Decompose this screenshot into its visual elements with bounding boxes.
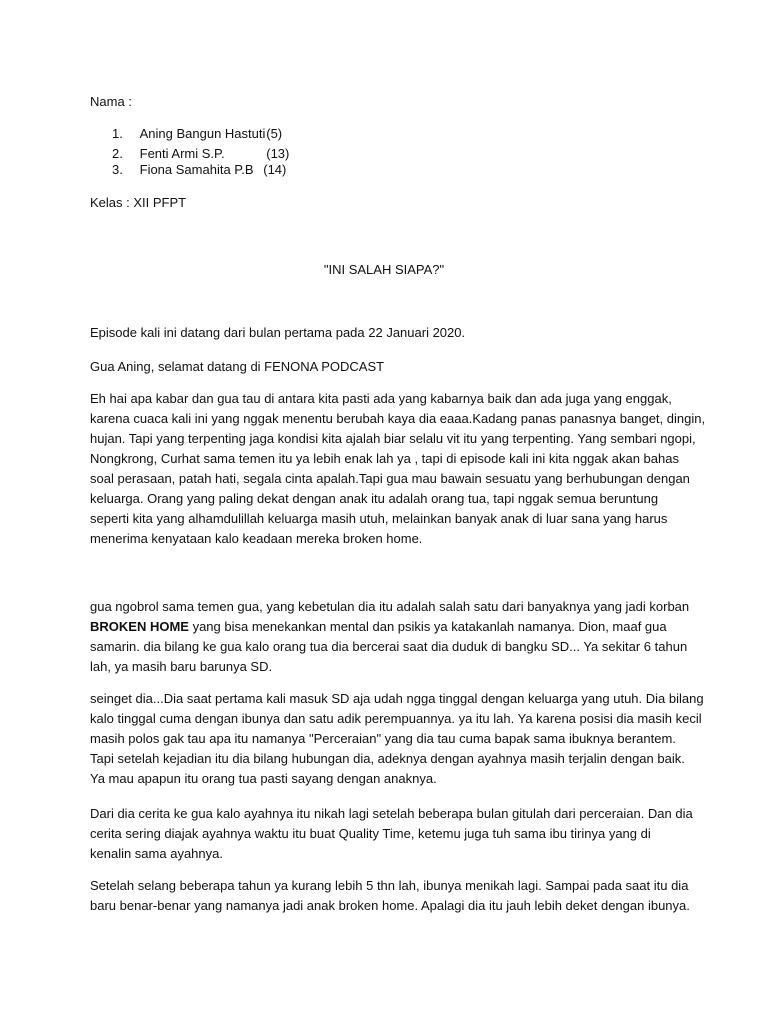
- text-line: cerita sering diajak ayahnya waktu itu buat Quality Time, ketemu juga tuh sama ibu tirinya yang di: [90, 826, 651, 841]
- text-line: kalo tinggal cuma dengan ibunya dan satu adik perempuannya. ya itu lah. Ya karena posisi dia masih kecil: [90, 711, 702, 726]
- text-line: hujan. Tapi yang terpenting jaga kondisi kita ajalah biar selalu vit itu yang terpenting. Yang sembari ngopi,: [90, 431, 696, 446]
- text-line: menerima kenyataan kalo keadaan mereka broken home.: [90, 531, 423, 546]
- text-line: Eh hai apa kabar dan gua tau di antara kita pasti ada yang kabarnya baik dan ada juga yang enggak,: [90, 391, 672, 406]
- text-line: samarin. dia bilang ke gua kalo orang tua dia bercerai saat dia duduk di bangku SD... Ya sekitar 6 tahun: [90, 639, 688, 654]
- text-line: Ya mau apapun itu orang tua pasti sayang dengan anaknya.: [90, 771, 437, 786]
- text-line: Dari dia cerita ke gua kalo ayahnya itu nikah lagi setelah beberapa bulan gitulah dari perceraian. Dan dia: [90, 806, 693, 821]
- text-line: soal perasaan, patah hati, segala cinta apalah.Tapi gua mau bawain sesuatu yang berhubungan dengan: [90, 471, 690, 486]
- member-absen: (13): [266, 146, 290, 161]
- text-line: gua ngobrol sama temen gua, yang kebetulan dia itu adalah salah satu dari banyaknya yang jadi korban: [90, 599, 690, 614]
- member-absen: (5): [266, 126, 283, 141]
- text-line: Tapi setelah kejadian itu dia bilang hubungan dia, adeknya dengan ayahnya masih terjalin dengan baik.: [90, 751, 685, 766]
- member-absen: (14): [263, 162, 287, 177]
- class-line: Kelas : XII PFPT: [90, 195, 187, 210]
- member-name: Fenti Armi S.P.: [139, 146, 225, 161]
- text-line: [90, 617, 667, 637]
- member-item: [112, 124, 282, 144]
- member-number: 2.: [112, 146, 123, 161]
- text-line: lah, ya masih baru barunya SD.: [90, 659, 273, 674]
- text-line: Setelah selang beberapa tahun ya kurang lebih 5 thn lah, ibunya menikah lagi. Sampai pada saat itu dia: [90, 878, 689, 893]
- member-number: 1.: [112, 126, 123, 141]
- member-name: Fiona Samahita P.B: [139, 162, 254, 177]
- text-line: seperti kita yang alhamdulillah keluarga masih utuh, melainkan banyak anak di luar sana yang harus: [90, 511, 668, 526]
- paragraph-greeting: Gua Aning, selamat datang di FENONA PODCAST: [90, 359, 385, 374]
- paragraph-intro: Episode kali ini datang dari bulan pertama pada 22 Januari 2020.: [90, 325, 466, 340]
- text-line: masih polos gak tau apa itu namanya "Perceraian" yang dia tau cuma bapak sama ibuknya berantem.: [90, 731, 676, 746]
- text-line: baru benar-benar yang namanya jadi anak broken home. Apalagi dia itu jauh lebih deket dengan ibunya.: [90, 898, 690, 913]
- member-item: [112, 160, 286, 180]
- text-line: Nongkrong, Curhat sama temen itu ya lebih enak lah ya , tapi di episode kali ini kita nggak akan bahas: [90, 451, 679, 466]
- text-line: karena cuaca kali ini yang nggak menentu berubah kaya dia eaaa.Kadang panas panasnya banget, dingin,: [90, 411, 706, 426]
- document-title: "INI SALAH SIAPA?": [323, 262, 445, 277]
- text-line: seinget dia...Dia saat pertama kali masuk SD aja udah ngga tinggal dengan keluarga yang utuh. Dia bilang: [90, 691, 704, 706]
- text-line: kenalin sama ayahnya.: [90, 846, 223, 861]
- member-number: 3.: [112, 162, 123, 177]
- member-name: Aning Bangun Hastuti: [139, 126, 266, 141]
- text-line: keluarga. Orang yang paling dekat dengan anak itu adalah orang tua, tapi nggak semua beruntung: [90, 491, 659, 506]
- bold-phrase: BROKEN HOME: [90, 619, 189, 634]
- text-span: yang bisa menekankan mental dan psikis ya katakanlah namanya. Dion, maaf gua: [188, 619, 667, 634]
- name-label: Nama :: [90, 94, 132, 109]
